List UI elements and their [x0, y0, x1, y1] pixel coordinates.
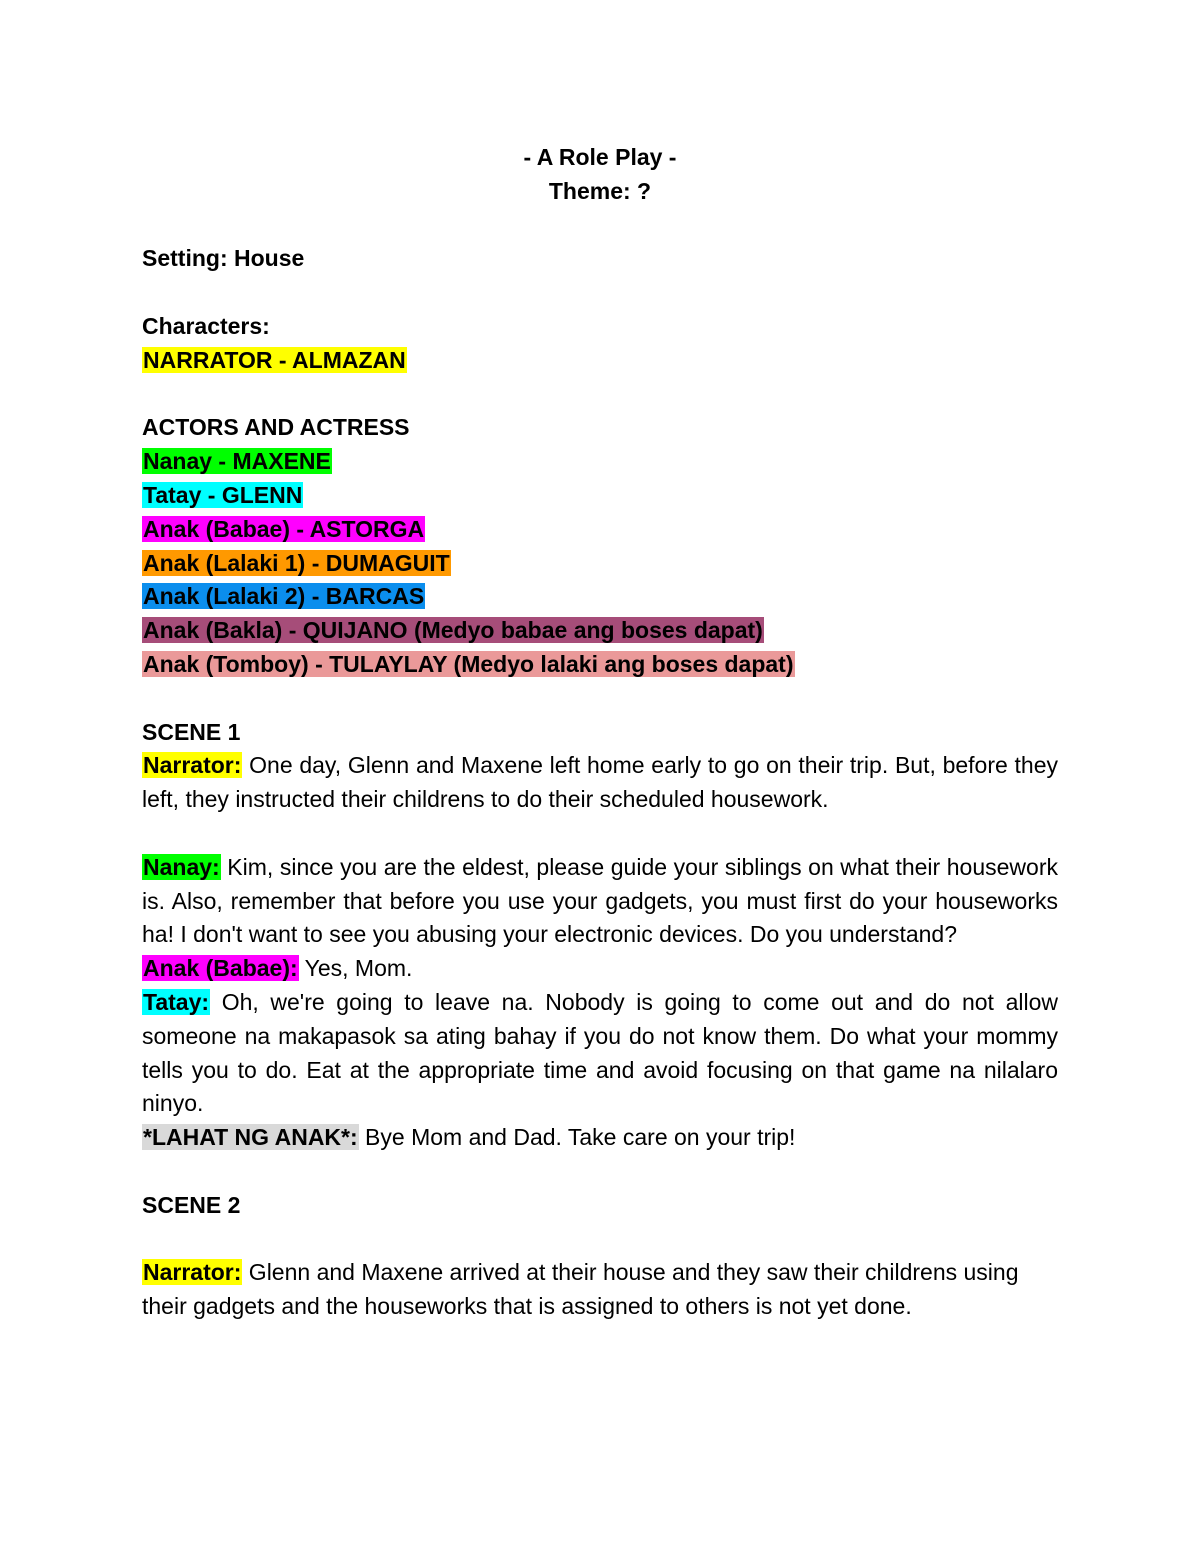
cast-entry: [142, 614, 1058, 648]
narrator-cast: NARRATOR - ALMAZAN: [143, 346, 406, 373]
scene-1-lahat-line: [142, 1121, 1058, 1155]
cast-entry-label: Anak (Tomboy) - TULAYLAY (Medyo lalaki ang boses dapat): [143, 650, 794, 677]
cast-entry: [142, 479, 1058, 513]
dialogue-text: Bye Mom and Dad. Take care on your trip!: [358, 1124, 796, 1151]
cast-entry: [142, 580, 1058, 614]
scene-1-heading: SCENE 1: [142, 718, 241, 745]
cast-entry: [142, 445, 1058, 479]
scene-1-tatay-line: [142, 986, 1058, 1121]
dialogue-text: Oh, we're going to leave na. Nobody is going to come out and do not allow someone na makapasok sa ating bahay if you do not know them. Do what your mommy tells you to do. Eat at the appropriate time and avoid focusing on that game na nilalaro ninyo.: [142, 988, 1058, 1117]
actors-heading: ACTORS AND ACTRESS: [142, 414, 410, 441]
scene-1-nanay-line: [142, 851, 1058, 952]
characters-heading: Characters:: [142, 312, 270, 339]
lahat-label: *LAHAT NG ANAK*:: [143, 1124, 358, 1151]
anak-babae-label: Anak (Babae):: [143, 955, 298, 982]
scene-2-narrator-line: [142, 1256, 1058, 1324]
cast-entry-label: Anak (Lalaki 2) - BARCAS: [143, 583, 425, 610]
cast-entry: [142, 547, 1058, 581]
cast-entry-label: Anak (Lalaki 1) - DUMAGUIT: [143, 549, 450, 576]
dialogue-text: Yes, Mom.: [298, 955, 413, 982]
scene-1-narrator-line: [142, 749, 1058, 817]
narrator-label: Narrator:: [143, 752, 242, 779]
cast-entry-label: Tatay - GLENN: [143, 481, 303, 508]
cast-entry-label: Anak (Babae) - ASTORGA: [143, 515, 425, 542]
cast-entry: [142, 648, 1058, 682]
dialogue-text: Glenn and Maxene arrived at their house and they saw their childrens using their gadgets and the houseworks that is assigned to others is not yet done.: [142, 1259, 1019, 1320]
document-page: [142, 141, 1058, 1324]
dialogue-text: One day, Glenn and Maxene left home early to go on their trip. But, before they left, they instructed their childrens to do their scheduled housework.: [142, 752, 1058, 813]
cast-list: [142, 445, 1058, 682]
dialogue-text: Kim, since you are the eldest, please guide your siblings on what their housework is. Also, remember that before you use your gadgets, you must first do your houseworks ha! I don't want to see you abusing your electronic devices. Do you understand?: [142, 853, 1058, 948]
setting-line: Setting: House: [142, 245, 305, 272]
tatay-label: Tatay:: [143, 988, 210, 1015]
theme-line: Theme: ?: [548, 177, 652, 204]
scene-2-heading: SCENE 2: [142, 1191, 241, 1218]
nanay-label: Nanay:: [143, 853, 220, 880]
scene-1-anak-line: [142, 952, 1058, 986]
cast-entry-label: Anak (Bakla) - QUIJANO (Medyo babae ang boses dapat): [143, 617, 763, 644]
cast-entry: [142, 513, 1058, 547]
cast-entry-label: Nanay - MAXENE: [143, 448, 331, 475]
document-title: - A Role Play -: [523, 144, 677, 170]
narrator-label: Narrator:: [143, 1259, 242, 1286]
